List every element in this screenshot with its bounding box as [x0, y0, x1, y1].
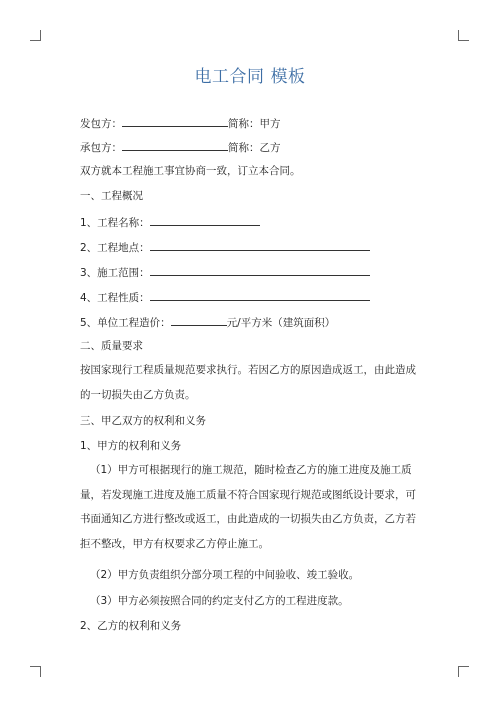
project-location-label: 2、工程地点：: [80, 242, 150, 254]
party-b-blank[interactable]: [122, 139, 228, 151]
unit-price-unit: 元/平方米（建筑面积）: [226, 317, 336, 329]
construction-scope-blank[interactable]: [150, 264, 370, 276]
party-a-label: 发包方：: [80, 118, 122, 130]
project-name-blank[interactable]: [150, 214, 260, 226]
section2-heading: 二、质量要求: [80, 340, 143, 352]
project-nature-label: 4、工程性质：: [80, 292, 150, 304]
party-a-clause-2: （2）甲方负责组织分部分项工程的中间验收、竣工验收。: [90, 569, 360, 581]
construction-scope-label: 3、施工范围：: [80, 267, 150, 279]
party-a-clause-1: （1）甲方可根据现行的施工规范，随时检查乙方的施工进度及施工质量，若发现施工进度及施工质量不符合国家现行规范或图纸设计要求，可书面通知乙方进行整改或返工，由此造成的一切损失由乙方负责，乙方若拒不整改，甲方有权要求乙方停止施工。: [80, 464, 416, 550]
party-b-line: [80, 139, 281, 155]
intro-text: 双方就本工程施工事宜协商一致，订立本合同。: [80, 165, 301, 177]
corner-mark-top-right: [458, 30, 469, 41]
party-a-line: [80, 115, 281, 131]
project-nature-blank[interactable]: [150, 289, 370, 301]
unit-price-line: [80, 314, 335, 330]
corner-mark-bottom-left: [30, 666, 41, 677]
section3-heading: 三、甲乙双方的权利和义务: [80, 415, 206, 427]
quality-requirement-text: 按国家现行工程质量规范要求执行。若因乙方的原因造成返工，由此造成的一切损失由乙方负责。: [80, 364, 416, 401]
party-a-clause-3: （3）甲方必须按照合同的约定支付乙方的工程进度款。: [90, 595, 349, 607]
project-name-line: [80, 214, 260, 230]
project-nature-line: [80, 289, 370, 305]
construction-scope-line: [80, 264, 370, 280]
section1-heading: 一、工程概况: [80, 190, 143, 202]
document-title: 电工合同 模板: [194, 67, 306, 87]
party-a-short-label: 简称：甲方: [228, 118, 281, 130]
party-b-short-label: 简称：乙方: [228, 142, 281, 154]
corner-mark-top-left: [30, 30, 41, 41]
project-location-blank[interactable]: [150, 239, 370, 251]
project-location-line: [80, 239, 370, 255]
unit-price-blank[interactable]: [171, 314, 227, 326]
party-b-rights-heading: 2、乙方的权利和义务: [80, 620, 182, 632]
party-a-blank[interactable]: [122, 115, 228, 127]
party-b-label: 承包方：: [80, 142, 122, 154]
party-a-rights-heading: 1、甲方的权利和义务: [80, 440, 182, 452]
unit-price-label: 5、单位工程造价：: [80, 317, 171, 329]
corner-mark-bottom-right: [458, 666, 469, 677]
project-name-label: 1、工程名称：: [80, 217, 150, 229]
